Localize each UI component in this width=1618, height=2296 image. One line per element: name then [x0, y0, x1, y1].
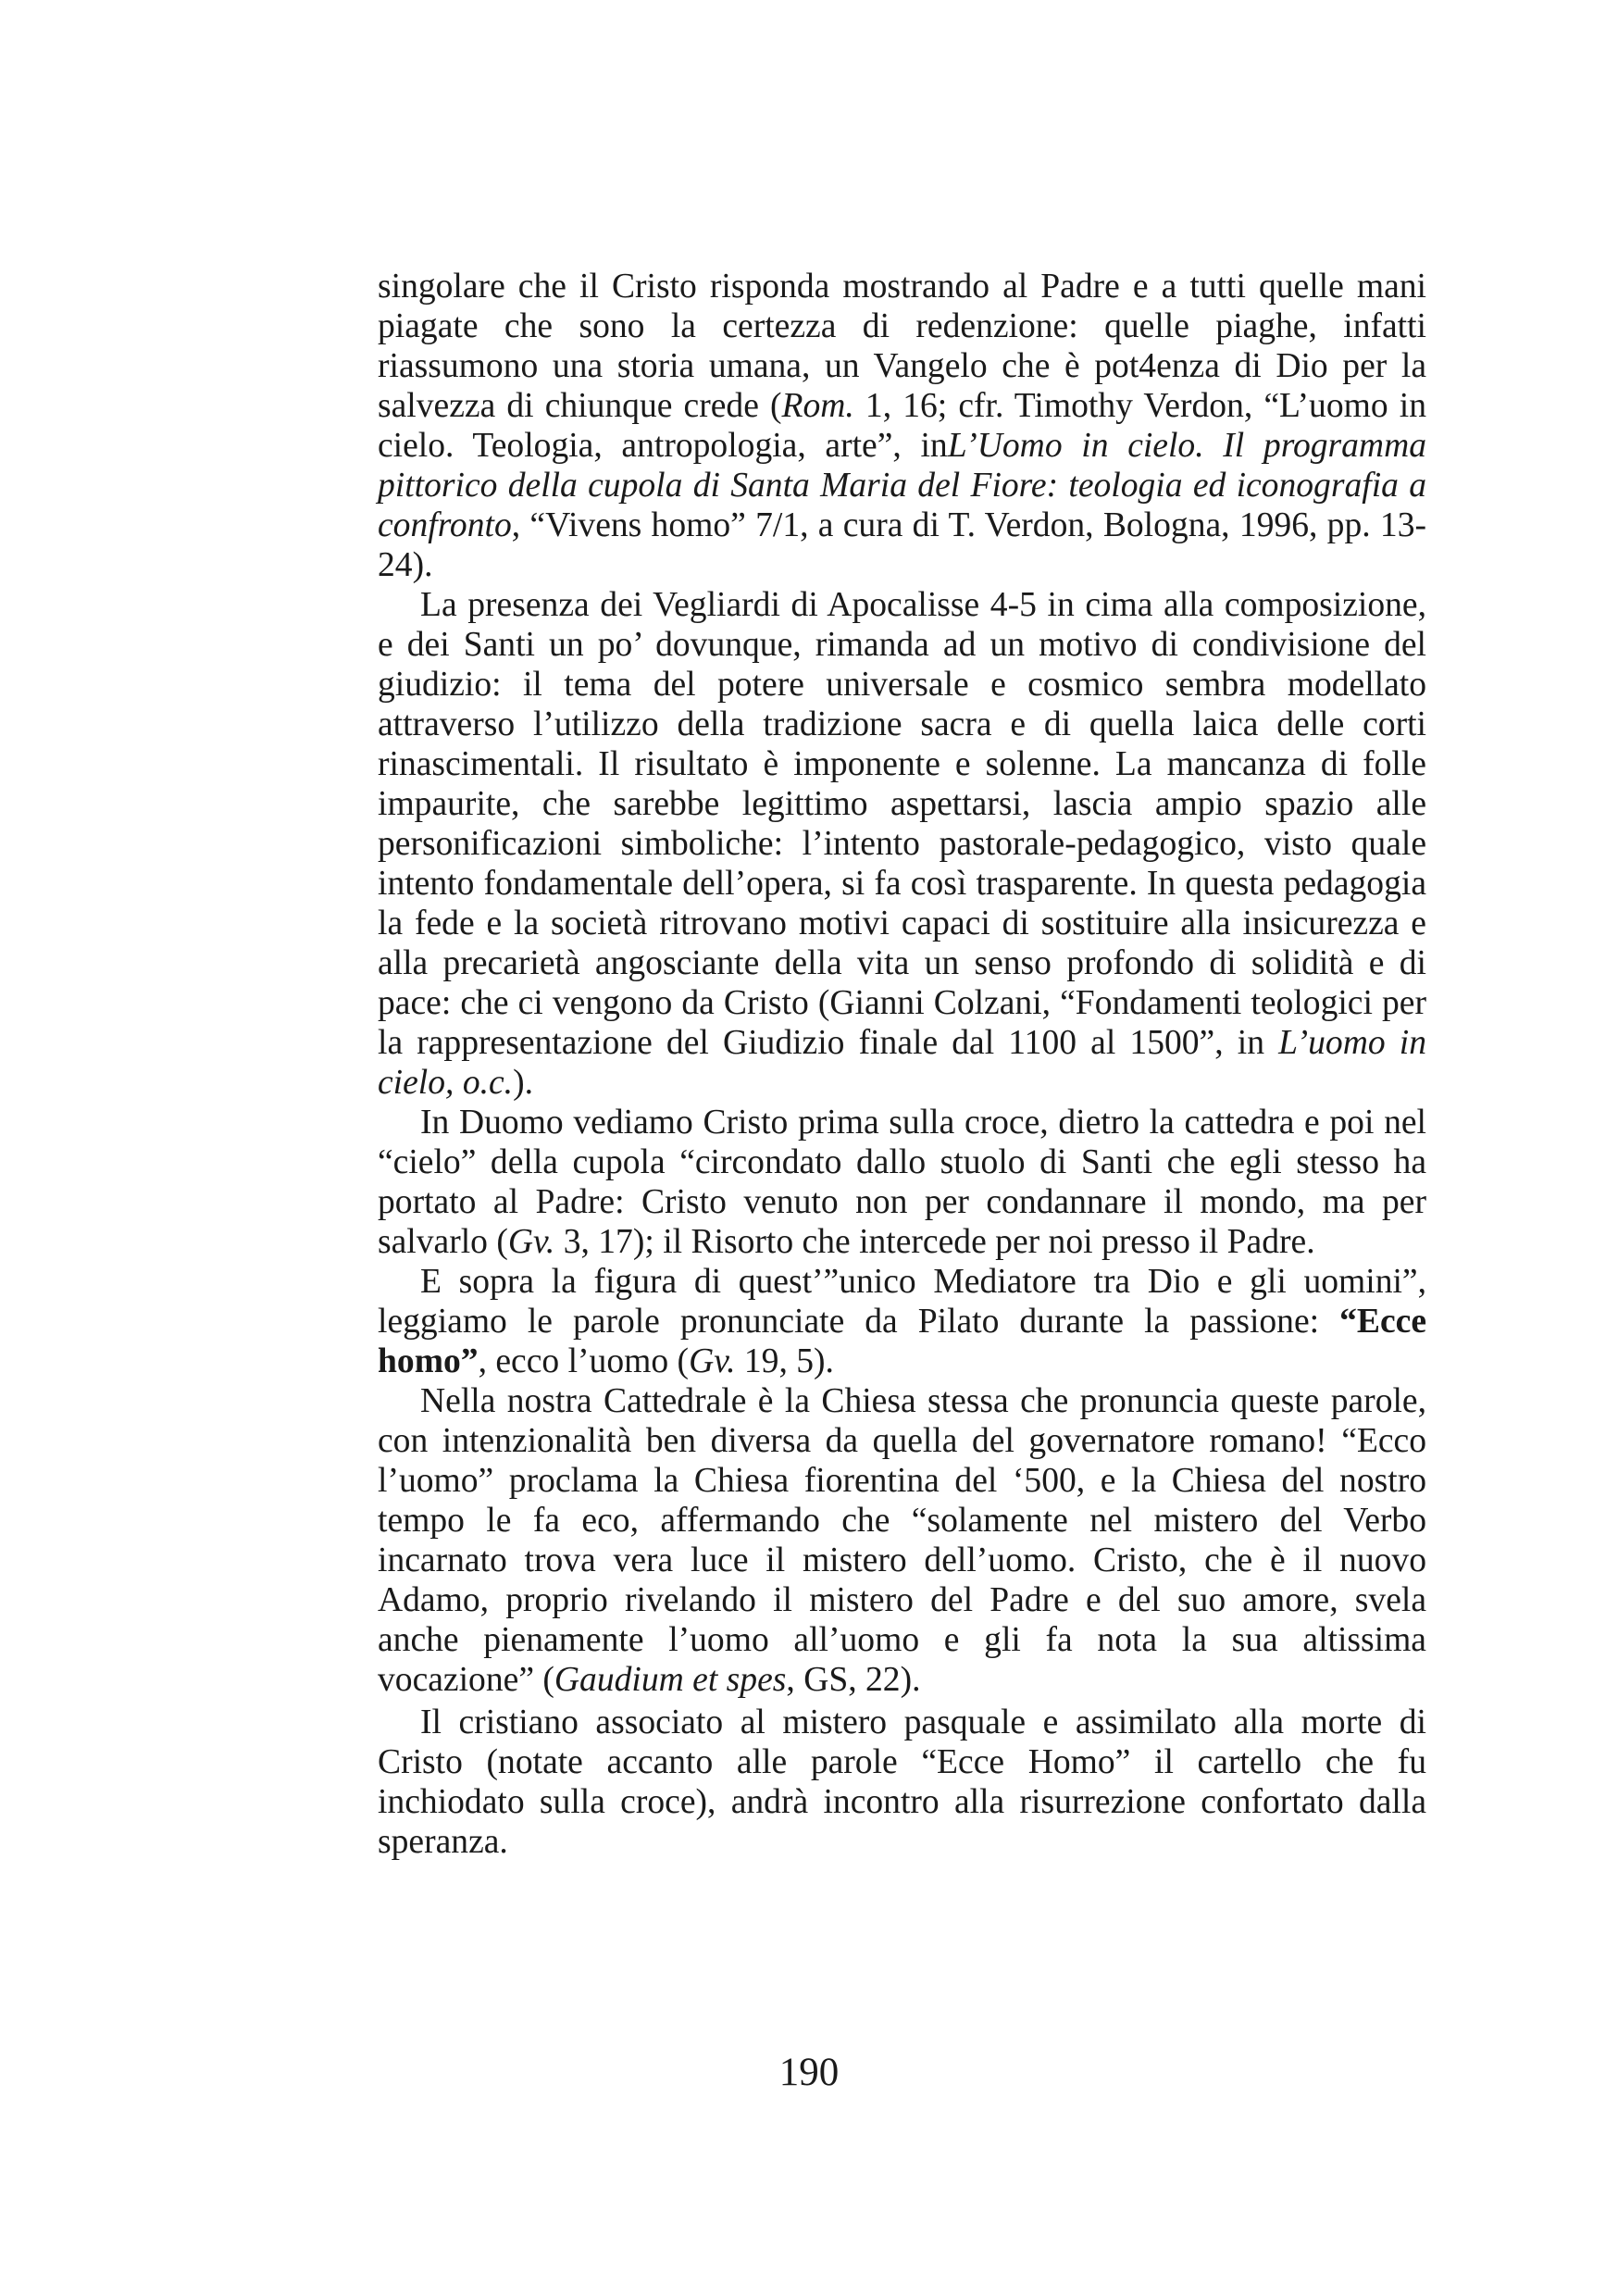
text-run: 19, 5).	[735, 1342, 834, 1380]
text-run: E sopra la figura di quest’”unico Mediatore tra Dio e gli uomini”, leggiamo le parole pronunciate da Pilato durante la passione:	[378, 1263, 1426, 1341]
paragraph-5	[378, 1381, 1426, 1700]
text-run: In Duomo vediamo Cristo prima sulla croce, dietro la cattedra e poi nel “cielo” della cupola “circondato dallo stuolo di Santi che egli stesso ha portato al Padre: Cristo venuto non per condannare il mondo, ma per salvarlo (	[378, 1104, 1426, 1261]
book-title-italic: L’uomo in cielo, o.c.	[378, 1024, 1426, 1102]
text-run: Il cristiano associato al mistero pasquale e assimilato alla morte di Cristo (notate accanto alle parole “Ecce Homo” il cartello che fu inchiodato sulla croce), andrà incontro alla risurrezione confortato dalla speranza.	[378, 1703, 1426, 1861]
text-run: 3, 17); il Risorto che intercede per noi presso il Padre.	[554, 1223, 1315, 1261]
paragraph-2	[378, 585, 1426, 1103]
text-run: 1, 16; cfr. Timothy Verdon, “L’uomo in cielo. Teologia, antropologia, arte”, in	[378, 387, 1426, 465]
paragraph-4	[378, 1262, 1426, 1381]
citation-italic: Rom.	[781, 387, 854, 425]
citation-italic: Gv.	[689, 1342, 736, 1380]
page-number: 190	[778, 2051, 840, 2094]
text-run: , ecco l’uomo (	[478, 1342, 690, 1380]
text-run: , “Vivens homo” 7/1, a cura di T. Verdon, Bologna, 1996, pp. 13-24).	[378, 506, 1426, 584]
paragraph-3	[378, 1103, 1426, 1262]
book-title-italic: L’Uomo in cielo. Il programma pittorico della cupola di Santa Maria del Fiore: teologia ed iconografia a confronto	[378, 427, 1426, 544]
ecce-homo-bold: “Ecce homo”	[378, 1303, 1426, 1380]
body-text	[378, 267, 1426, 1862]
text-run: La presenza dei Vegliardi di Apocalisse 4-5 in cima alla composizione, e dei Santi un po’ dovunque, rimanda ad un motivo di condivisione del giudizio: il tema del potere universale e cosmico sembra modellato attraverso l’utilizzo della tradizione sacra e di quella laica delle corti rinascimentali. Il risultato è imponente e solenne. La mancanza di folle impaurite, che sarebbe legittimo aspettarsi, lascia ampio spazio alle personificazioni simboliche: l’intento pastorale-pedagogico, visto quale intento fondamentale dell’opera, si fa così trasparente. In questa pedagogia la fede e la società ritrovano motivi capaci di sostituire alla insicurezza e alla precarietà angosciante della vita un senso profondo di solidità e di pace: che ci vengono da Cristo (Gianni Colzani, “Fondamenti teologici per la rappresentazione del Giudizio finale dal 1100 al 1500”, in	[378, 586, 1426, 1062]
document-title-italic: Gaudium et spes	[554, 1661, 787, 1699]
text-run: ).	[513, 1064, 533, 1102]
citation-italic: Gv.	[507, 1223, 555, 1261]
text-run: Nella nostra Cattedrale è la Chiesa stessa che pronuncia queste parole, con intenzionalità ben diversa da quella del governatore romano! “Ecco l’uomo” proclama la Chiesa fiorentina del ‘500, e la Chiesa del nostro tempo le fa eco, affermando che “solamente nel mistero del Verbo incarnato trova vera luce il mistero dell’uomo. Cristo, che è il nuovo Adamo, proprio rivelando il mistero del Padre e del suo amore, svela anche pienamente l’uomo all’uomo e gli fa nota la sua altissima vocazione” (	[378, 1382, 1426, 1699]
paragraph-1	[378, 267, 1426, 585]
text-run: , GS, 22).	[786, 1661, 921, 1699]
text-run: singolare che il Cristo risponda mostrando al Padre e a tutti quelle mani piagate che sono la certezza di redenzione: quelle piaghe, infatti riassumono una storia umana, un Vangelo che è pot4enza di Dio per la salvezza di chiunque crede (	[378, 268, 1426, 425]
paragraph-6	[378, 1703, 1426, 1862]
